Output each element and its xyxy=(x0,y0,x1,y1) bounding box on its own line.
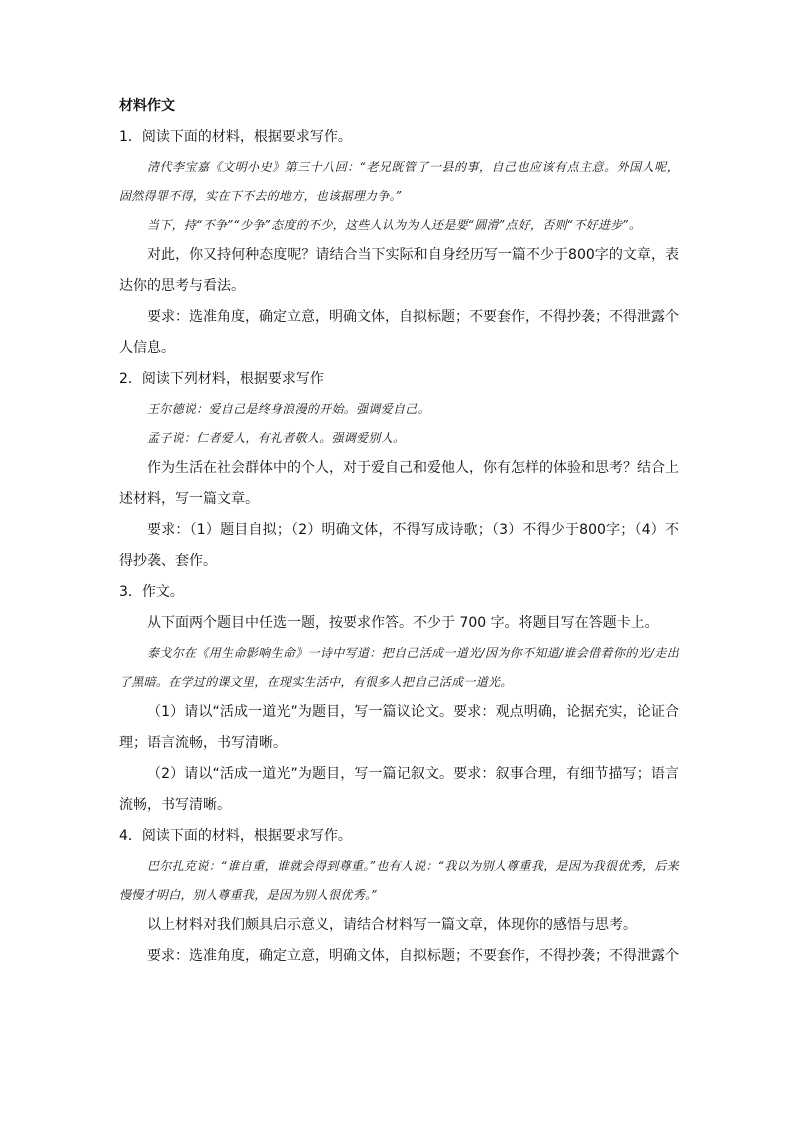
question-1-material-2: 当下，持“不争”“少争”态度的不少，这些人认为为人还是要“圆滑”点好，否则“不好进步”。 xyxy=(147,218,642,232)
question-4-requirement: 要求：选准角度，确定立意，明确文体，自拟标题；不要套作，不得抄袭；不得泄露个 xyxy=(147,948,679,964)
question-2-requirement: 要求：（1）题目自拟；（2）明确文体，不得写成诗歌；（3）不得少于800字；（4）不得抄袭、套作。 xyxy=(119,522,679,569)
question-1-heading: 1．阅读下面的材料，根据要求写作。 xyxy=(119,129,352,145)
question-3-heading: 3．作文。 xyxy=(119,584,184,600)
question-3-option-1: （1）请以“活成一道光”为题目，写一篇议论文。要求：观点明确，论据充实，论证合理；语言流畅，书写清晰。 xyxy=(119,704,679,751)
questions-body xyxy=(119,122,679,972)
section-title: 材料作文 xyxy=(119,98,175,114)
question-4-prompt: 以上材料对我们颇具启示意义，请结合材料写一篇文章，体现你的感悟与思考。 xyxy=(147,917,637,933)
question-2-material-2: 孟子说：仁者爱人，有礼者敬人。强调爱别人。 xyxy=(147,431,406,445)
question-3-material: 泰戈尔在《用生命影响生命》一诗中写道：把自己活成一道光/因为你不知道/谁会借着你的光/走出了黑暗。在学过的课文里，在现实生活中，有很多人把自己活成一道光。 xyxy=(119,646,679,689)
question-1-prompt: 对此，你又持何种态度呢？请结合当下实际和自身经历写一篇不少于800字的文章，表达你的思考与看法。 xyxy=(119,247,679,294)
question-3-instruction: 从下面两个题目中任选一题，按要求作答。不少于 700 字。将题目写在答题卡上。 xyxy=(147,615,659,631)
question-4-material: 巴尔扎克说：“谁自重，谁就会得到尊重。”也有人说：“我以为别人尊重我，是因为我很优秀，后来慢慢才明白，别人尊重我，是因为别人很优秀。” xyxy=(119,859,679,902)
question-2-heading: 2．阅读下列材料，根据要求写作 xyxy=(119,371,324,387)
question-1-material-1: 清代李宝嘉《文明小史》第三十八回：“老兄既管了一县的事，自己也应该有点主意。外国人呢，固然得罪不得，实在下不去的地方，也该据理力争。” xyxy=(119,160,679,203)
question-2-prompt: 作为生活在社会群体中的个人，对于爱自己和爱他人，你有怎样的体验和思考？结合上述材料，写一篇文章。 xyxy=(119,460,679,507)
question-3-option-2: （2）请以“活成一道光”为题目，写一篇记叙文。要求：叙事合理，有细节描写；语言流畅，书写清晰。 xyxy=(119,766,679,813)
question-2-material-1: 王尔德说：爱自己是终身浪漫的开始。强调爱自己。 xyxy=(147,402,430,416)
question-4-heading: 4．阅读下面的材料，根据要求写作。 xyxy=(119,828,352,844)
question-1-requirement: 要求：选准角度，确定立意，明确文体，自拟标题；不要套作，不得抄袭；不得泄露个人信息。 xyxy=(119,309,679,356)
